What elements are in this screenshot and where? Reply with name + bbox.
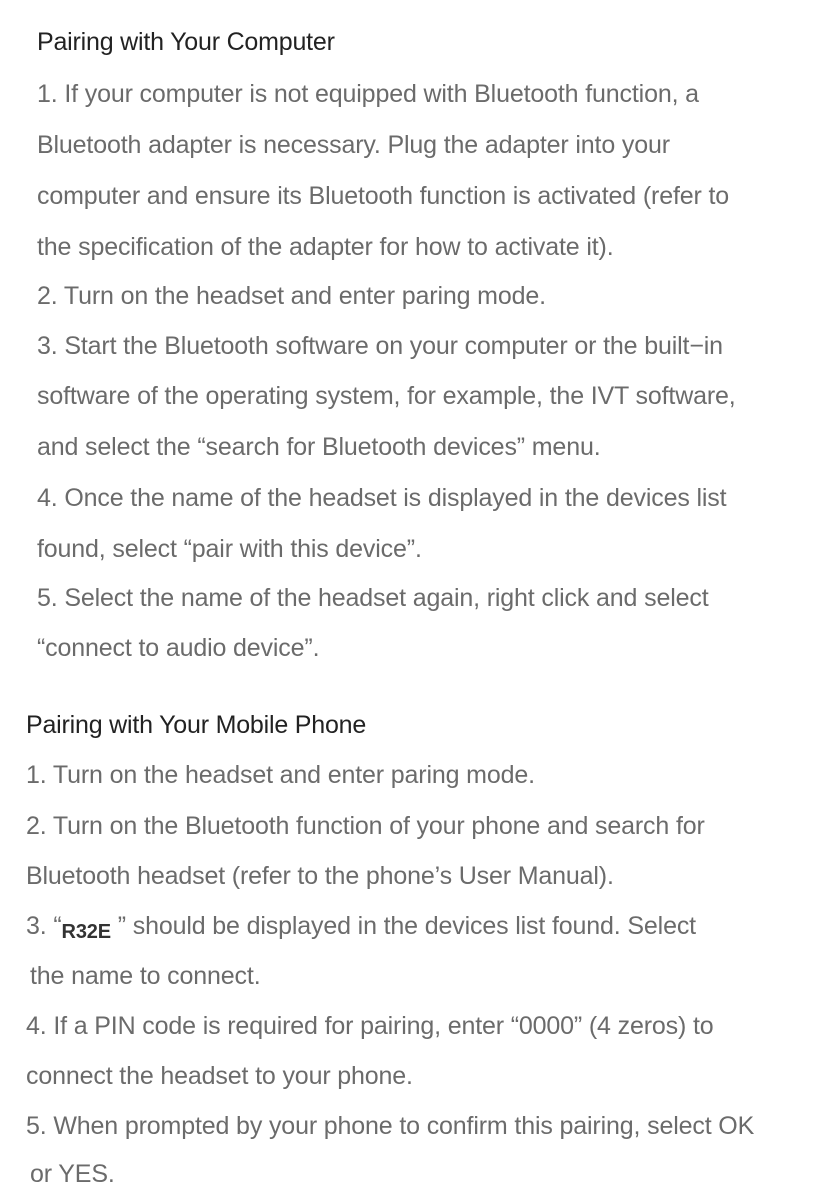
computer-step-1-line-1: 1. If your computer is not equipped with Bluetooth function, a: [37, 80, 699, 108]
section-title-computer: Pairing with Your Computer: [37, 28, 335, 56]
mobile-step-5-line-2: or YES.: [30, 1160, 115, 1188]
computer-step-1-line-3: computer and ensure its Bluetooth function is activated (refer to: [37, 182, 730, 210]
mobile-step-2-line-2: Bluetooth headset (refer to the phone’s User Manual).: [26, 862, 614, 890]
computer-step-4-line-2: found, select “pair with this device”.: [37, 535, 422, 563]
computer-step-3-line-1: 3. Start the Bluetooth software on your computer or the built−in: [37, 332, 723, 360]
computer-step-2: 2. Turn on the headset and enter paring mode.: [37, 282, 546, 310]
section-title-mobile: Pairing with Your Mobile Phone: [26, 711, 367, 739]
computer-step-3-line-3: and select the “search for Bluetooth devices” menu.: [37, 433, 601, 461]
mobile-step-3-prefix: 3. “: [26, 912, 62, 940]
computer-step-4-line-1: 4. Once the name of the headset is displayed in the devices list: [37, 484, 727, 512]
mobile-step-4-line-2: connect the headset to your phone.: [26, 1062, 413, 1090]
mobile-step-3-line-2: the name to connect.: [30, 962, 261, 990]
mobile-step-2-line-1: 2. Turn on the Bluetooth function of your phone and search for: [26, 812, 705, 840]
mobile-step-5-line-1: 5. When prompted by your phone to confirm this pairing, select OK: [26, 1112, 755, 1140]
computer-step-1-line-2: Bluetooth adapter is necessary. Plug the adapter into your: [37, 131, 670, 159]
computer-step-3-line-2: software of the operating system, for example, the IVT software,: [37, 382, 736, 410]
mobile-step-3-line-1: [26, 912, 696, 941]
mobile-step-4-line-1: 4. If a PIN code is required for pairing, enter “0000” (4 zeros) to: [26, 1012, 714, 1040]
mobile-step-3-suffix: ” should be displayed in the devices list found. Select: [110, 912, 696, 940]
device-model-name: R32E: [61, 921, 111, 943]
computer-step-5-line-1: 5. Select the name of the headset again, right click and select: [37, 584, 709, 612]
computer-step-5-line-2: “connect to audio device”.: [37, 634, 320, 662]
mobile-step-1: 1. Turn on the headset and enter paring mode.: [26, 761, 535, 789]
computer-step-1-line-4: the specification of the adapter for how to activate it).: [37, 233, 614, 261]
